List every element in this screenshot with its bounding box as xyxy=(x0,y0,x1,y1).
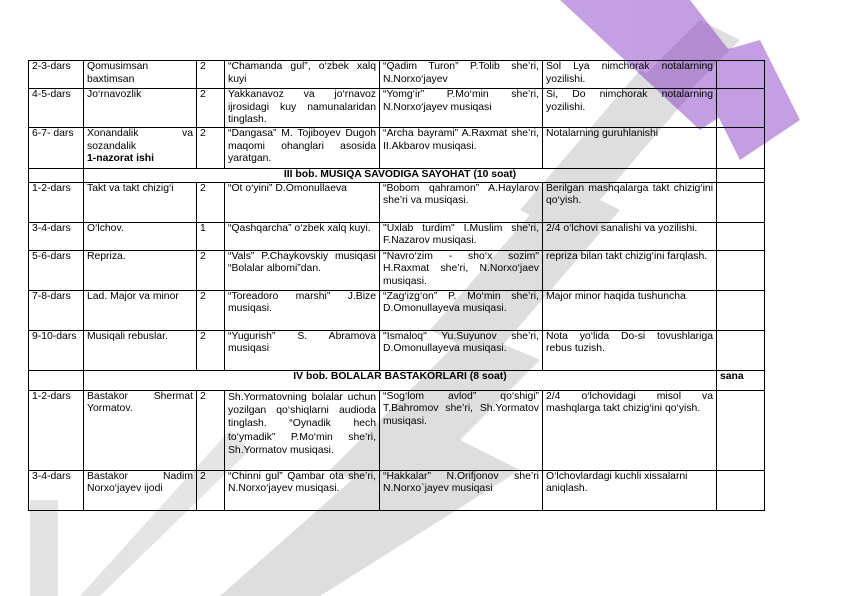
section-title: IV bob. BOLALAR BASTAKORLARI (8 soat) xyxy=(84,370,717,390)
lesson-number: 1-2-dars xyxy=(29,390,84,470)
table-row xyxy=(29,61,765,89)
lesson-hours: 2 xyxy=(197,390,225,470)
lesson-song: “Toreadoro marshi” J.Bize musiqasi. xyxy=(225,290,380,330)
lesson-listening: “Bobom qahramon” A.Haylarov she’ri va musiqasi. xyxy=(380,182,543,222)
section-header-row xyxy=(29,169,765,183)
lesson-theory: repriza bilan takt chizig‘ini farqlash. xyxy=(543,250,717,290)
date-cell xyxy=(717,89,765,128)
date-cell xyxy=(717,290,765,330)
lesson-topic: Qomusimsan baxtimsan xyxy=(84,61,197,89)
lesson-listening: "Ismaloq" Yu.Suyunov she’ri, D.Omonullayeva musiqasi. xyxy=(380,330,543,370)
lesson-theory: Nota yo‘lida Do-si tovushlariga rebus tuzish. xyxy=(543,330,717,370)
table-row xyxy=(29,250,765,290)
table-row xyxy=(29,128,765,169)
lesson-theory: Berilgan mashqalarga takt chizig‘ini qo‘yish. xyxy=(543,182,717,222)
lesson-theory: 2/4 o‘lchovidagi misol va mashqlarga takt chizig‘ini qo‘yish. xyxy=(543,390,717,470)
section-empty-cell xyxy=(29,370,84,390)
lesson-song: “Qashqarcha” o‘zbek xalq kuyi. xyxy=(225,222,380,250)
lesson-topic: O‘lchov. xyxy=(84,222,197,250)
lesson-topic: Xonandalik va sozandalik 1-nazorat ishi xyxy=(84,128,197,169)
date-cell xyxy=(717,330,765,370)
lesson-song: “Chinni gul” Qambar ota she’ri, N.Norxo‘jayev musiqasi. xyxy=(225,470,380,510)
lesson-topic: Takt va takt chizig‘i xyxy=(84,182,197,222)
lesson-theory: O‘lchovlardagi kuchli xissalarni aniqlash. xyxy=(543,470,717,510)
lesson-hours: 2 xyxy=(197,182,225,222)
lesson-hours: 2 xyxy=(197,89,225,128)
date-cell xyxy=(717,390,765,470)
lesson-hours: 2 xyxy=(197,290,225,330)
section-title: III bob. MUSIQA SAVODIGA SAYOHAT (10 soat) xyxy=(84,169,717,183)
lesson-hours: 2 xyxy=(197,330,225,370)
table-row xyxy=(29,470,765,510)
lesson-listening: “Archa bayrami” A.Raxmat she’ri, II.Akbarov musiqasi. xyxy=(380,128,543,169)
date-cell xyxy=(717,470,765,510)
lesson-song: “Yugurish” S. Abramova musiqasi xyxy=(225,330,380,370)
lesson-number: 5-6-dars xyxy=(29,250,84,290)
lesson-hours: 2 xyxy=(197,128,225,169)
lesson-theory: Sol Lya nimchorak notalarning yozilishi. xyxy=(543,61,717,89)
section-empty-cell xyxy=(717,169,765,183)
lesson-hours: 1 xyxy=(197,222,225,250)
lesson-topic: Musiqali rebuslar. xyxy=(84,330,197,370)
lesson-listening: “Qadim Turon” P.Tolib she’ri, N.Norxo‘jayev xyxy=(380,61,543,89)
control-work-label: 1-nazorat ishi xyxy=(87,153,154,165)
date-column-header: sana xyxy=(717,370,765,390)
section-header-row xyxy=(29,370,765,390)
table-row xyxy=(29,222,765,250)
table-row xyxy=(29,390,765,470)
lesson-topic: Jo‘rnavozlik xyxy=(84,89,197,128)
lesson-number: 1-2-dars xyxy=(29,182,84,222)
lesson-theory: 2/4 o‘lchovi sanalishi va yozilishi. xyxy=(543,222,717,250)
table-row xyxy=(29,290,765,330)
lesson-listening: "Navro‘zim - sho‘x sozim" H.Raxmat she’ri, N.Norxo‘jaev musiqasi. xyxy=(380,250,543,290)
lesson-listening: “Sog‘lom avlod” qo‘shigi” T.Bahromov she’ri, Sh.Yormatov musiqasi. xyxy=(380,390,543,470)
lesson-listening: “Zag‘izg‘on” P. Mo‘min she’ri, D.Omonullayeva musiqasi. xyxy=(380,290,543,330)
date-cell xyxy=(717,182,765,222)
lesson-theory: Si, Do nimchorak notalarning yozilishi. xyxy=(543,89,717,128)
lesson-theory: Major minor haqida tushuncha xyxy=(543,290,717,330)
lesson-song: “Ot o‘yini” D.Omonullaeva xyxy=(225,182,380,222)
section-empty-cell xyxy=(29,169,84,183)
lesson-number: 4-5-dars xyxy=(29,89,84,128)
lesson-listening: “Yomg‘ir” P.Mo‘min she’ri, N.Norxo‘jayev musiqasi xyxy=(380,89,543,128)
lesson-number: 6-7- dars xyxy=(29,128,84,169)
lesson-topic: Lad. Major va minor xyxy=(84,290,197,330)
date-cell xyxy=(717,61,765,89)
lesson-theory: Notalarning guruhlanishi xyxy=(543,128,717,169)
lesson-song: “Vals” P.Chaykovskiy musiqasi “Bolalar albomi”dan. xyxy=(225,250,380,290)
lesson-topic: Bastakor Nadim Norxo‘jayev ijodi xyxy=(84,470,197,510)
lesson-listening: "Uxlab turdim" I.Muslim she’ri, F.Nazarov musiqasi. xyxy=(380,222,543,250)
date-cell xyxy=(717,128,765,169)
table-row xyxy=(29,89,765,128)
lesson-hours: 2 xyxy=(197,61,225,89)
lesson-topic: Repriza. xyxy=(84,250,197,290)
date-cell xyxy=(717,250,765,290)
table-row xyxy=(29,330,765,370)
lesson-number: 7-8-dars xyxy=(29,290,84,330)
lesson-song: “Chamanda gul”, o‘zbek xalq kuyi xyxy=(225,61,380,89)
table-row xyxy=(29,182,765,222)
date-cell xyxy=(717,222,765,250)
lesson-song: Sh.Yormatovning bolalar uchun yozilgan qo‘shiqlarni audioda tinglash. “Oynadik hech to‘ymadik” P.Mo‘min she’ri, Sh.Yormatov musiqasi. xyxy=(225,390,380,470)
lesson-number: 3-4-dars xyxy=(29,222,84,250)
lesson-song: Yakkanavoz va jo‘rnavoz ijrosidagi kuy namunalaridan tinglash. xyxy=(225,89,380,128)
lesson-listening: “Hakkalar” N.Orifjonov she’ri N.Norxo`jayev musiqasi xyxy=(380,470,543,510)
lesson-song: “Dangasa” M. Tojiboyev Dugoh maqomi ohanglari asosida yaratgan. xyxy=(225,128,380,169)
lesson-plan-table xyxy=(28,60,765,511)
lesson-hours: 2 xyxy=(197,250,225,290)
lesson-hours: 2 xyxy=(197,470,225,510)
lesson-number: 2-3-dars xyxy=(29,61,84,89)
lesson-number: 3-4-dars xyxy=(29,470,84,510)
lesson-number: 9-10-dars xyxy=(29,330,84,370)
lesson-topic: Bastakor Shermat Yormatov. xyxy=(84,390,197,470)
